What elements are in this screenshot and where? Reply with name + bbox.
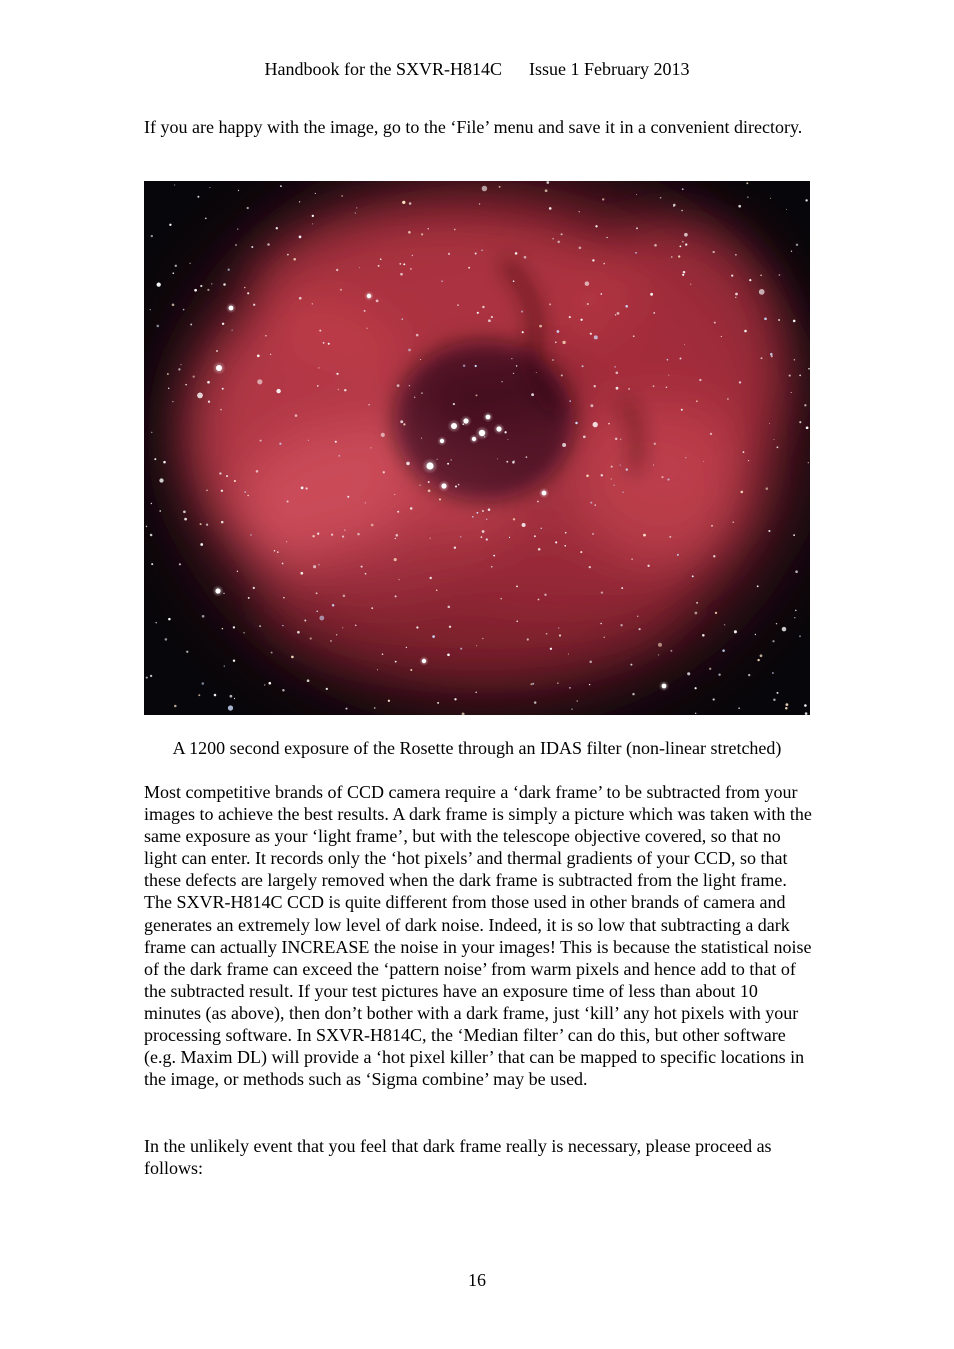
issue-date: Issue 1 February 2013 bbox=[529, 59, 690, 79]
dark-frame-paragraph: Most competitive brands of CCD camera require a ‘dark frame’ to be subtracted from your images to achieve the best results. A dark frame is simply a picture which was taken with the same exposure as your ‘light frame’, but with the telescope objective covered, so that no light can enter. It records only the ‘hot pixels’ and thermal gradients of your CCD, so that these defects are largely removed when the dark frame is subtracted from the light frame. The SXVR-H814C CCD is quite different from those used in other brands of camera and generates an extremely low level of dark noise. Indeed, it is so low that subtracting a dark frame can actually INCREASE the noise in your images! This is because the statistical noise of the dark frame can exceed the ‘pattern noise’ from warm pixels and hence add to that of the subtracted result. If your test pictures have an exposure time of less than about 10 minutes (as above), then don’t bother with a dark frame, just ‘kill’ any hot pixels with your processing software. In SXVR-H814C, the ‘Median filter’ can do this, but other software (e.g. Maxim DL) will provide a ‘hot pixel killer’ that can be mapped to specific locations in the image, or methods such as ‘Sigma combine’ may be used. bbox=[144, 782, 812, 1090]
rosette-nebula-image bbox=[144, 181, 810, 715]
figure-caption: A 1200 second exposure of the Rosette through an IDAS filter (non-linear stretched) bbox=[172, 738, 782, 758]
nebula-photo-rendering bbox=[144, 181, 810, 715]
page-number: 16 bbox=[468, 1270, 486, 1290]
page-header bbox=[0, 58, 954, 80]
intro-paragraph: If you are happy with the image, go to the ‘File’ menu and save it in a convenient directory. bbox=[144, 117, 803, 137]
handbook-title: Handbook for the SXVR-H814C bbox=[264, 59, 502, 79]
closing-paragraph: In the unlikely event that you feel that dark frame really is necessary, please proceed as follows: bbox=[144, 1136, 772, 1179]
